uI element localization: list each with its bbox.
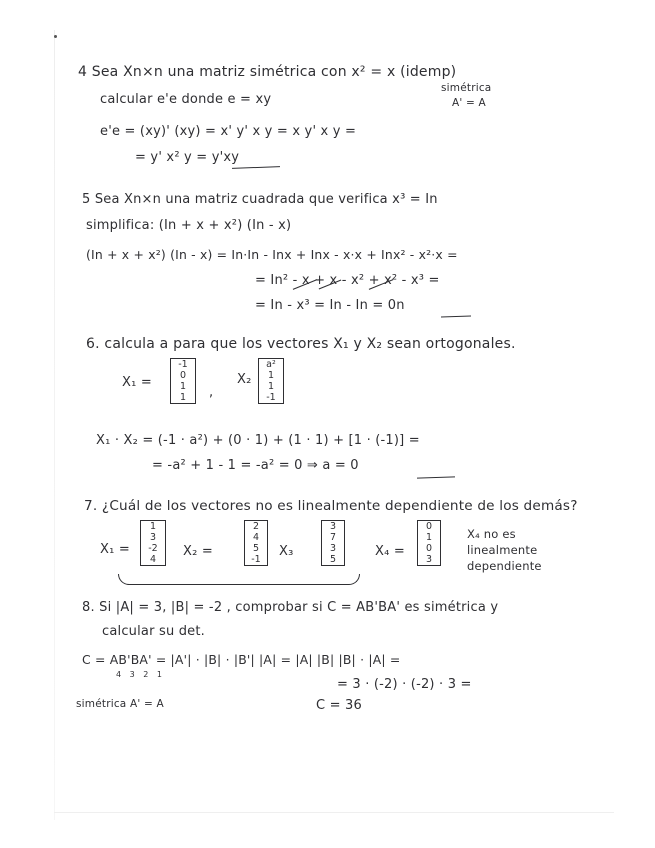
matrix-cell: -2 xyxy=(148,543,158,554)
problem-6-line2: = -a² + 1 - 1 = -a² = 0 ⇒ a = 0 xyxy=(152,458,359,473)
matrix-cell: -1 xyxy=(251,554,261,565)
problem-7-note3: dependiente xyxy=(467,559,542,573)
problem-text: Si |A| = 3, |B| = -2 , comprobar si C = AB'BA' es simétrica y xyxy=(99,600,499,615)
answer-underline xyxy=(441,315,471,317)
problem-4-note: simétrica xyxy=(441,82,492,94)
x2-label: X₂ = xyxy=(183,544,213,559)
problem-number: 5 xyxy=(82,192,91,207)
matrix-cell: -1 xyxy=(178,359,188,370)
matrix-cell: 1 xyxy=(179,381,187,392)
problem-6-statement xyxy=(86,336,516,352)
vector-x4 xyxy=(417,520,441,566)
problem-text: Sea Xn×n una matriz cuadrada que verifica x³ = In xyxy=(94,192,438,207)
problem-5-line3: = In - x³ = In - In = 0n xyxy=(255,298,405,313)
problem-number: 7. xyxy=(84,498,98,514)
answer-underline xyxy=(417,476,455,478)
paper-edge-bottom xyxy=(54,812,614,813)
matrix-cell: 3 xyxy=(329,521,337,532)
problem-7-note2: linealmente xyxy=(467,543,538,557)
matrix-cell: 5 xyxy=(329,554,337,565)
problem-8-line1: C = AB'BA' = |A'| · |B| · |B'| |A| = |A| |B| |B| · |A| = xyxy=(82,652,401,667)
problem-8-note: simétrica A' = A xyxy=(76,698,164,710)
x3-label: X₃ xyxy=(279,544,294,559)
problem-5-statement xyxy=(82,192,438,207)
paper-edge xyxy=(54,30,55,820)
vector-x1 xyxy=(140,520,166,566)
problem-6-line1: X₁ · X₂ = (-1 · a²) + (0 · 1) + (1 · 1) + [1 · (-1)] = xyxy=(96,433,420,448)
problem-8-statement xyxy=(82,600,498,615)
problem-4-note2: A' = A xyxy=(452,97,486,109)
matrix-cell: 1 xyxy=(425,532,433,543)
problem-7-statement xyxy=(84,498,578,514)
matrix-cell: 1 xyxy=(179,392,187,403)
problem-4-line2: = y' x² y = y'xy xyxy=(135,150,240,165)
problem-8-indices: 4 3 2 1 xyxy=(116,670,165,679)
problem-number: 4 xyxy=(78,64,88,80)
x2-label: X₂ xyxy=(237,372,252,387)
problem-number: 6. xyxy=(86,336,100,352)
problem-5-line2: = In² - x + x - x² + x² - x³ = xyxy=(255,273,440,288)
matrix-cell: 3 xyxy=(329,543,337,554)
matrix-cell: 4 xyxy=(149,554,157,565)
answer-underline xyxy=(232,166,280,169)
matrix-cell: a² xyxy=(266,359,276,370)
problem-4-statement xyxy=(78,64,456,80)
x4-label: X₄ = xyxy=(375,544,405,559)
problem-8-line2: = 3 · (-2) · (-2) · 3 = xyxy=(337,677,472,692)
x1-label: X₁ = xyxy=(100,542,130,557)
matrix-cell: 4 xyxy=(252,532,260,543)
problem-5-simplifica: simplifica: (In + x + x²) (In - x) xyxy=(86,218,292,233)
problem-8-statement2: calcular su det. xyxy=(102,624,205,639)
problem-4-line1: e'e = (xy)' (xy) = x' y' x y = x y' x y = xyxy=(100,124,357,139)
problem-number: 8. xyxy=(82,600,95,615)
ink-dot xyxy=(54,35,57,38)
grouping-brace xyxy=(118,574,360,585)
x1-label: X₁ = xyxy=(122,375,152,390)
matrix-cell: 1 xyxy=(149,521,157,532)
matrix-cell: 0 xyxy=(425,543,433,554)
problem-4-calcular: calcular e'e donde e = xy xyxy=(100,92,272,107)
vector-x1 xyxy=(170,358,196,404)
matrix-cell: 1 xyxy=(267,381,275,392)
matrix-cell: 7 xyxy=(329,532,337,543)
matrix-cell: 3 xyxy=(425,554,433,565)
problem-text: calcula a para que los vectores X₁ y X₂ sean ortogonales. xyxy=(104,336,516,352)
matrix-cell: 2 xyxy=(252,521,260,532)
problem-8-line3: C = 36 xyxy=(316,698,362,713)
problem-text: ¿Cuál de los vectores no es linealmente dependiente de los demás? xyxy=(101,498,578,514)
matrix-cell: 3 xyxy=(149,532,157,543)
matrix-cell: -1 xyxy=(266,392,276,403)
problem-5-line1: (In + x + x²) (In - x) = In·In - Inx + Inx - x·x + Inx² - x²·x = xyxy=(86,247,458,262)
vector-x2 xyxy=(258,358,284,404)
matrix-cell: 5 xyxy=(252,543,260,554)
vector-x3 xyxy=(321,520,345,566)
separator-comma: , xyxy=(209,385,214,400)
matrix-cell: 1 xyxy=(267,370,275,381)
vector-x2 xyxy=(244,520,268,566)
problem-text: Sea Xn×n una matriz simétrica con x² = x (idemp) xyxy=(91,64,457,80)
problem-7-note1: X₄ no es xyxy=(467,527,516,541)
matrix-cell: 0 xyxy=(179,370,187,381)
matrix-cell: 0 xyxy=(425,521,433,532)
